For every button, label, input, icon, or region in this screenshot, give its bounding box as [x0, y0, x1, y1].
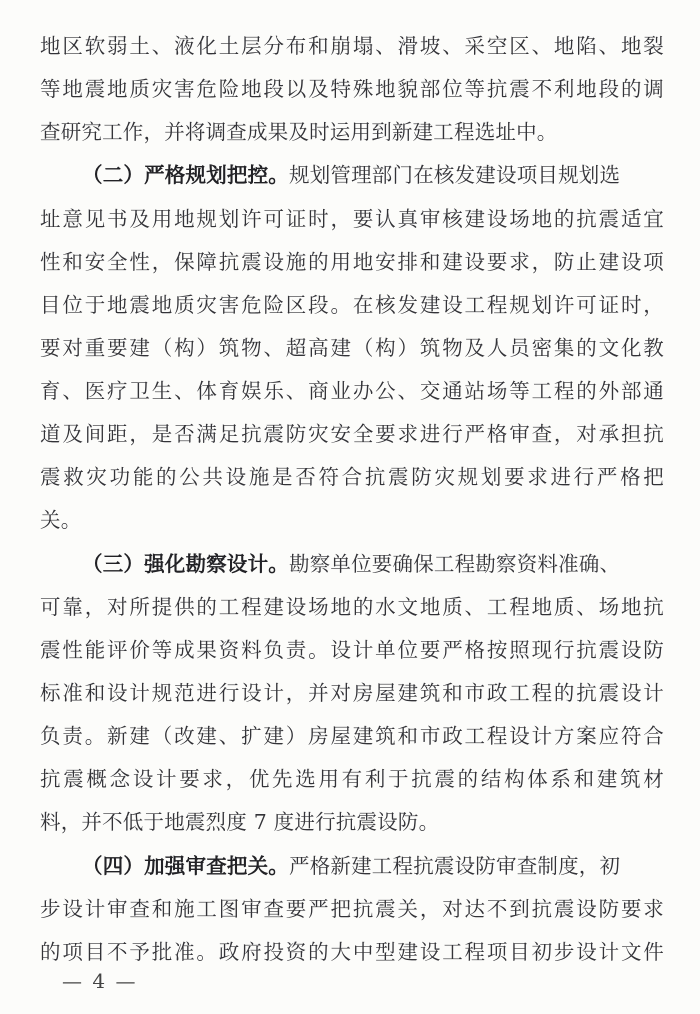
text-line: 抗震概念设计要求，优先选用有利于抗震的结构体系和建筑材	[40, 767, 664, 791]
section-paragraph-first-line	[82, 545, 664, 583]
text-line: 道及间距，是否满足抗震防灾安全要求进行严格审查，对承担抗	[40, 422, 664, 446]
section-heading: （三）强化勘察设计。	[82, 552, 289, 576]
text-line: 可靠，对所提供的工程建设场地的水文地质、工程地质、场地抗	[40, 595, 664, 619]
text-line: 的项目不予批准。政府投资的大中型建设工程项目初步设计文件	[40, 940, 664, 964]
text-line: 步设计审查和施工图审查要严把抗震关，对达不到抗震设防要求	[40, 897, 664, 921]
text-line: 育、医疗卫生、体育娱乐、商业办公、交通站场等工程的外部通	[40, 379, 664, 403]
text-line: 负责。新建（改建、扩建）房屋建筑和市政工程设计方案应符合	[40, 724, 664, 748]
text-line: 标准和设计规范进行设计，并对房屋建筑和市政工程的抗震设计	[40, 681, 664, 705]
text-run: 严格新建工程抗震设防审查制度，初	[289, 854, 621, 878]
section-paragraph-first-line	[82, 156, 664, 194]
page-number: — 4 —	[62, 969, 138, 993]
text-line: 址意见书及用地规划许可证时，要认真审核建设场地的抗震适宜	[40, 207, 664, 231]
section-heading: （四）加强审查把关。	[82, 854, 289, 878]
text-run: 规划管理部门在核发建设项目规划选	[289, 163, 621, 187]
text-line: 查研究工作，并将调查成果及时运用到新建工程选址中。	[40, 120, 558, 144]
text-line: 性和安全性，保障抗震设施的用地安排和建设要求，防止建设项	[40, 250, 664, 274]
text-line: 震性能评价等成果资料负责。设计单位要严格按照现行抗震设防	[40, 638, 664, 662]
text-line: 等地震地质灾害危险地段以及特殊地貌部位等抗震不利地段的调	[40, 77, 664, 101]
section-paragraph-first-line	[82, 847, 664, 885]
text-line: 关。	[40, 508, 82, 532]
text-line: 料，并不低于地震烈度 7 度进行抗震设防。	[40, 810, 440, 834]
text-line: 要对重要建（构）筑物、超高建（构）筑物及人员密集的文化教	[40, 336, 664, 360]
text-line: 地区软弱土、液化土层分布和崩塌、滑坡、采空区、地陷、地裂	[40, 34, 664, 58]
text-run: 勘察单位要确保工程勘察资料准确、	[289, 552, 621, 576]
text-line: 震救灾功能的公共设施是否符合抗震防灾规划要求进行严格把	[40, 465, 664, 489]
section-heading: （二）严格规划把控。	[82, 163, 289, 187]
text-line: 目位于地震地质灾害危险区段。在核发建设工程规划许可证时，	[40, 293, 664, 317]
